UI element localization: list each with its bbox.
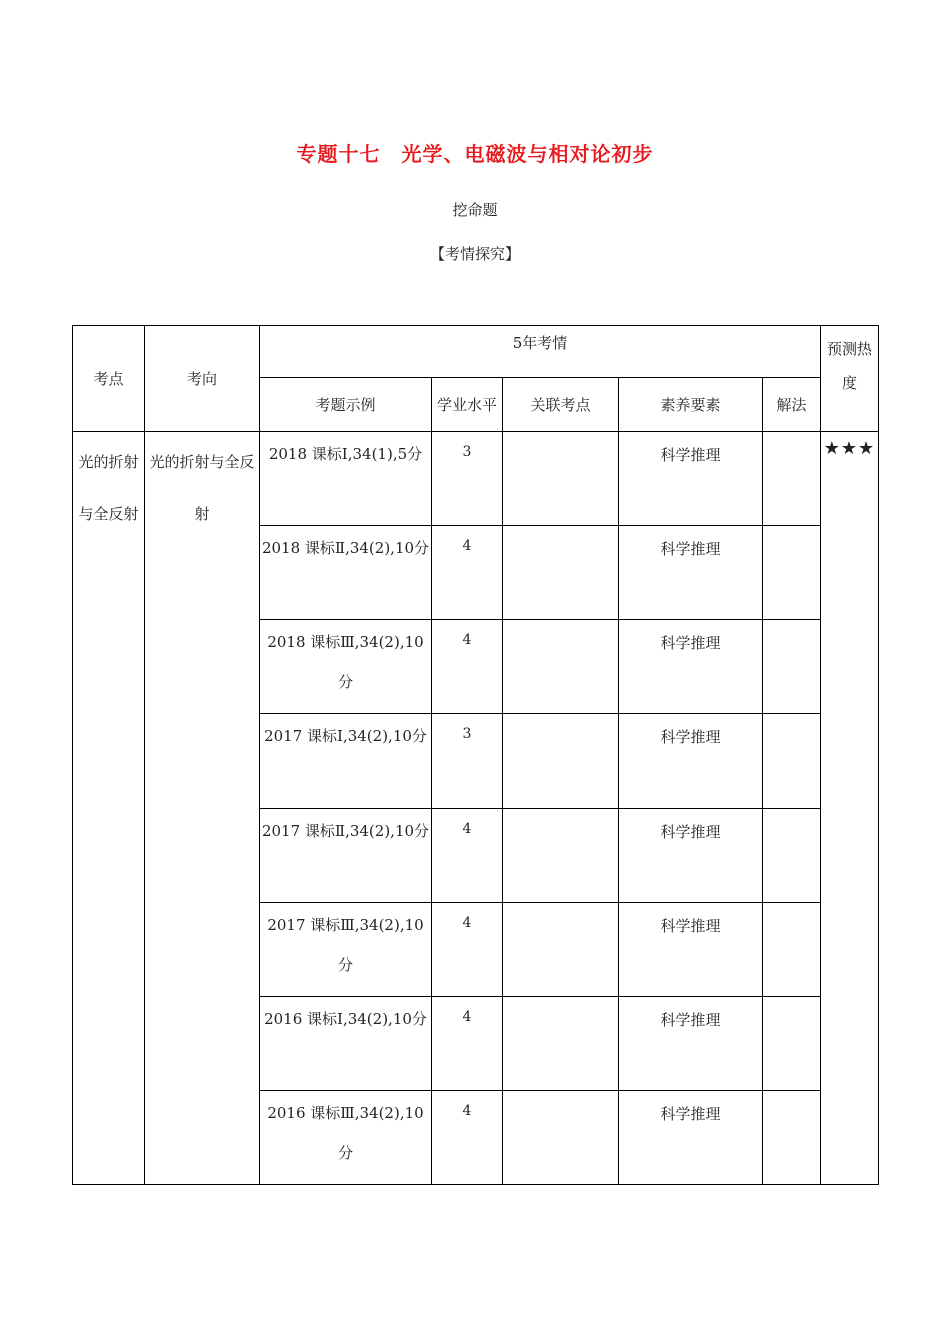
example-cell: 2016 课标Ⅲ,34(2),10分	[260, 1090, 432, 1184]
level-cell: 4	[432, 808, 503, 902]
header-five-year: 5年考情	[260, 326, 821, 378]
level-cell: 4	[432, 996, 503, 1090]
literacy-cell: 科学推理	[619, 808, 763, 902]
example-cell: 2018 课标Ⅲ,34(2),10分	[260, 620, 432, 714]
method-cell	[763, 526, 821, 620]
exam-analysis-table	[72, 325, 879, 1185]
level-cell: 4	[432, 902, 503, 996]
related-cell	[503, 808, 619, 902]
literacy-cell: 科学推理	[619, 526, 763, 620]
literacy-cell: 科学推理	[619, 432, 763, 526]
page-title: 专题十七 光学、电磁波与相对论初步	[296, 142, 654, 166]
related-cell	[503, 620, 619, 714]
method-cell	[763, 1090, 821, 1184]
level-cell: 4	[432, 1090, 503, 1184]
related-cell	[503, 996, 619, 1090]
example-cell: 2017 课标Ⅲ,34(2),10分	[260, 902, 432, 996]
header-yuce	[821, 326, 879, 432]
header-method: 解法	[763, 378, 821, 432]
example-cell: 2018 课标Ⅰ,34(1),5分	[260, 432, 432, 526]
example-cell: 2017 课标Ⅰ,34(2),10分	[260, 714, 432, 808]
level-cell: 4	[432, 526, 503, 620]
related-cell	[503, 902, 619, 996]
kaodian-cell: 光的折射与全反射	[73, 432, 145, 1185]
literacy-cell: 科学推理	[619, 996, 763, 1090]
heat-rating: ★★★	[821, 432, 879, 1185]
header-level: 学业水平	[432, 378, 503, 432]
method-cell	[763, 620, 821, 714]
level-cell: 3	[432, 432, 503, 526]
literacy-cell: 科学推理	[619, 1090, 763, 1184]
related-cell	[503, 432, 619, 526]
method-cell	[763, 808, 821, 902]
header-kaodian: 考点	[73, 326, 145, 432]
kaoxiang-cell: 光的折射与全反射	[145, 432, 260, 1185]
example-cell: 2016 课标Ⅰ,34(2),10分	[260, 996, 432, 1090]
level-cell: 4	[432, 620, 503, 714]
literacy-cell: 科学推理	[619, 902, 763, 996]
header-example: 考题示例	[260, 378, 432, 432]
header-literacy: 素养要素	[619, 378, 763, 432]
example-cell: 2018 课标Ⅱ,34(2),10分	[260, 526, 432, 620]
literacy-cell: 科学推理	[619, 620, 763, 714]
header-related: 关联考点	[503, 378, 619, 432]
table-row	[73, 432, 879, 526]
related-cell	[503, 714, 619, 808]
method-cell	[763, 432, 821, 526]
example-cell: 2017 课标Ⅱ,34(2),10分	[260, 808, 432, 902]
related-cell	[503, 1090, 619, 1184]
subtitle: 挖命题	[452, 201, 498, 219]
section-heading: 【考情探究】	[429, 245, 520, 263]
method-cell	[763, 996, 821, 1090]
related-cell	[503, 526, 619, 620]
header-kaoxiang: 考向	[145, 326, 260, 432]
level-cell: 3	[432, 714, 503, 808]
method-cell	[763, 902, 821, 996]
method-cell	[763, 714, 821, 808]
header-yuce-text: 预测热度	[826, 340, 872, 392]
literacy-cell: 科学推理	[619, 714, 763, 808]
